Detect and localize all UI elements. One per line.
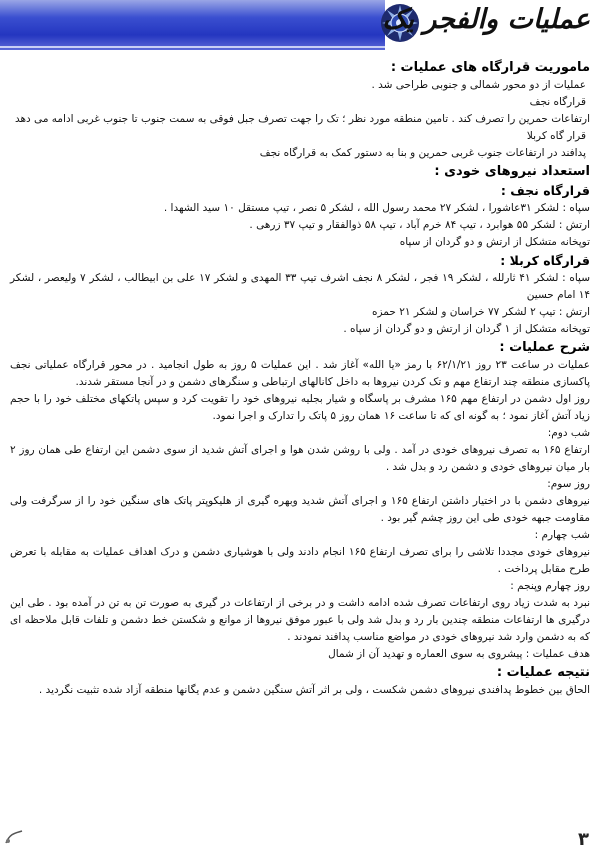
paragraph: نیروهای دشمن با در اختیار داشتن ارتفاع ۱۶۵ و اجرای آتش شدید وبهره گیری از هلیکوپتر پاتک های سنگین خود را از سرگرفت ولی مقاومت جبهه خودی طی این روز چشم گیر بود . <box>10 495 590 524</box>
paragraph: عملیات از دو محور شمالی و جنوبی طراحی شد . <box>371 79 586 91</box>
corner-ornament-icon <box>4 829 24 845</box>
paragraph: توپخانه متشکل از ارتش و دو گردان از سپاه <box>399 236 590 248</box>
subheading-karbala-hq: قرارگاه کربلا : <box>500 253 590 268</box>
paragraph: روز اول دشمن در ارتفاع مهم ۱۶۵ مشرف بر پاسگاه و شیار بجلیه نیروهای خود را تقویت کرد و سپس پاتکهای مختلف خود را با حجم زیاد آتش آغاز نمود ؛ به گونه ای که تا ساعت ۱۶ همان روز ۵ پاتک را تدارک و اجرا نمود. <box>10 393 590 422</box>
paragraph: ارتفاعات حمرین را تصرف کند . تامین منطقه مورد نظر ؛ تک را جهت تصرف جبل فوقی به سمت جنوب تا جنوب غربی ادامه می دهد <box>15 113 590 125</box>
page-header <box>0 0 600 52</box>
document-body <box>10 58 590 699</box>
paragraph: نیروهای خودی مجددا تلاشی را برای تصرف ارتفاع ۱۶۵ انجام دادند ولی با هوشیاری دشمن و درک اهداف عملیات به مقابله با تعرض طرح مقابل پرداخت . <box>10 546 590 575</box>
paragraph: عملیات در ساعت ۲۳ روز ۶۲/۱/۲۱ با رمز «یا الله» آغاز شد . این عملیات ۵ روز به طول انجامید . در محور قرارگاه عملیاتی نجف پاکسازی منطقه چند ارتفاع مهم و تک کردن نیروها به داخل کانالهای ارتباطی و سنگرهای دشمن و در آنجا مستقر شدند. <box>10 359 590 388</box>
paragraph: پدافند در ارتفاعات جنوب غربی حمرین و بنا به دستور کمک به قرارگاه نجف <box>259 147 586 159</box>
section-heading-result: نتیجه عملیات : <box>496 665 590 680</box>
paragraph: ارتش : تیپ ۲ لشکر ۷۷ خراسان و لشکر ۲۱ حمزه <box>372 306 590 318</box>
day-label: روز چهارم وپنجم : <box>510 580 590 592</box>
subheading-najaf-hq: قرارگاه نجف : <box>500 183 590 198</box>
subheading-najaf: قرارگاه نجف <box>529 96 586 108</box>
paragraph: ارتش : لشکر ۵۵ هوابرد ، تیپ ۸۴ خرم آباد ، تیپ ۵۸ ذوالفقار و تیپ ۳۷ زرهی . <box>249 219 590 231</box>
goal-line: هدف عملیات : پیشروی به سوی العماره و تهدید آن از شمال <box>328 648 590 660</box>
section-heading-forces: استعداد نیروهای خودی : <box>434 164 590 179</box>
paragraph: نبرد به شدت زیاد روی ارتفاعات تصرف شده ادامه داشت و در برخی از ارتفاعات در گیری به صورت تن به تن در آمده بود . طی این درگیری ها ارتفاعات منطقه چندین بار رد و بدل شد ولی با عبور موفق نیروها از موانع و شکستن خط دشمن و تلفات قابل ملاحظه ای که به دشمن وارد شد نیروهای خودی در مواضع مناسب پدافند نمودند . <box>10 597 590 643</box>
section-heading-missions: ماموریت قرارگاه های عملیات : <box>390 60 590 75</box>
day-label: روز سوم: <box>547 478 590 490</box>
header-banner <box>0 0 385 50</box>
day-label: شب دوم: <box>547 427 590 439</box>
paragraph: سپاه : لشکر ۴۱ ثارلله ، لشکر ۱۹ فجر ، لشکر ۸ نجف اشرف تیپ ۳۳ المهدی و لشکر ۱۷ علی بن ابیطالب ، لشکر ۷ ولیعصر ، لشکر ۱۴ امام حسین <box>10 272 590 301</box>
paragraph: ارتفاع ۱۶۵ به تصرف نیروهای خودی در آمد . ولی با روشن شدن هوا و اجرای آتش شدید از سوی دشمن این ارتفاع طی همان روز ۲ بار میان نیروهای خودی و دشمن رد و بدل شد . <box>10 444 590 473</box>
page-number: ۳ <box>578 832 589 848</box>
section-heading-description: شرح عملیات : <box>499 340 590 355</box>
subheading-karbala: قرار گاه کربلا <box>526 130 586 142</box>
page-title: عملیات والفجر یک <box>382 4 590 35</box>
paragraph: الحاق بین خطوط پدافندی نیروهای دشمن شکست ، ولی بر اثر آتش سنگین دشمن و عدم یگانها منطقه آزاد شده تثبیت نگردید . <box>38 684 590 696</box>
day-label: شب چهارم : <box>534 529 590 541</box>
paragraph: سپاه : لشکر ۳۱عاشورا ، لشکر ۲۷ محمد رسول الله ، لشکر ۵ نصر ، تیپ مستقل ۱۰ سید الشهدا . <box>163 202 590 214</box>
paragraph: توپخانه متشکل از ۱ گردان از ارتش و دو گردان از سپاه . <box>343 323 590 335</box>
header-rule <box>0 46 385 48</box>
